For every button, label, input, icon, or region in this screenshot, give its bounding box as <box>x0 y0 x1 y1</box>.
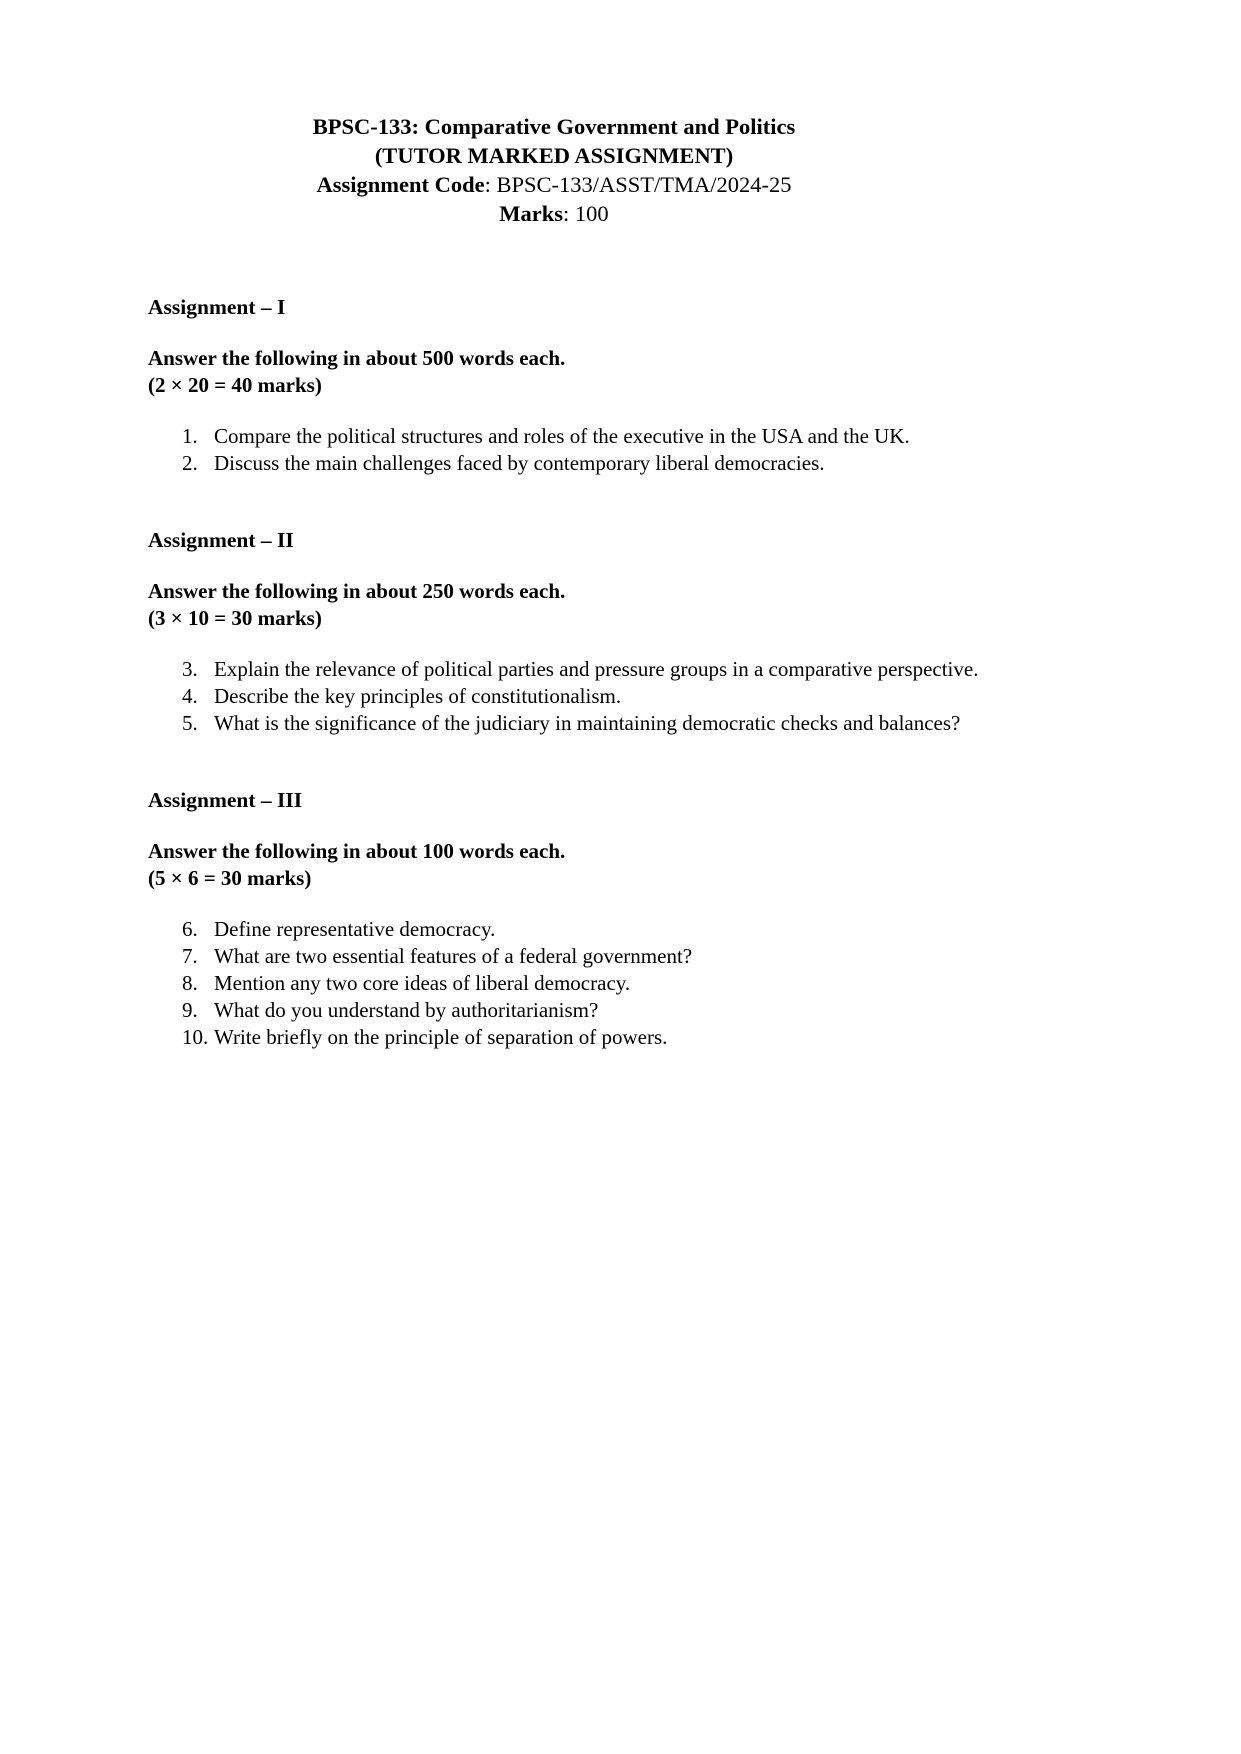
section-heading: Assignment – II <box>148 528 294 552</box>
question-text: What do you understand by authoritarianism? <box>214 998 599 1022</box>
question-number: 3. <box>182 657 198 681</box>
section-marks: (5 × 6 = 30 marks) <box>148 866 312 890</box>
assignment-section-1 <box>148 294 1241 477</box>
question-item <box>182 710 994 737</box>
document-title: BPSC-133: Comparative Government and Politics <box>312 114 796 139</box>
document-header <box>148 112 960 228</box>
section-instruction: Answer the following in about 100 words each. <box>148 839 566 863</box>
question-item <box>182 916 994 943</box>
question-number: 7. <box>182 944 198 968</box>
assignment-code-line <box>148 170 960 199</box>
question-list <box>148 423 994 477</box>
question-text: Define representative democracy. <box>214 917 496 941</box>
question-item <box>182 683 994 710</box>
question-item <box>182 943 994 970</box>
marks-value: : 100 <box>563 201 609 226</box>
marks-label: Marks <box>499 201 564 226</box>
section-instruction: Answer the following in about 250 words each. <box>148 579 566 603</box>
question-number: 6. <box>182 917 198 941</box>
question-number: 4. <box>182 684 198 708</box>
question-number: 5. <box>182 711 198 735</box>
question-item <box>182 656 994 683</box>
question-item <box>182 970 994 997</box>
assignment-section-3 <box>148 787 1241 1051</box>
section-heading: Assignment – I <box>148 295 286 319</box>
assignment-section-2 <box>148 527 1241 737</box>
question-item <box>182 1024 994 1051</box>
assignment-code-label: Assignment Code <box>316 172 485 197</box>
section-instruction: Answer the following in about 500 words each. <box>148 346 566 370</box>
question-text: Compare the political structures and roles of the executive in the USA and the UK. <box>214 424 910 448</box>
question-text: Explain the relevance of political parties and pressure groups in a comparative perspective. <box>214 657 979 681</box>
question-number: 2. <box>182 451 198 475</box>
question-text: Discuss the main challenges faced by contemporary liberal democracies. <box>214 451 825 475</box>
question-text: What are two essential features of a federal government? <box>214 944 693 968</box>
assignment-code-value: : BPSC-133/ASST/TMA/2024-25 <box>484 172 792 197</box>
question-number: 1. <box>182 424 198 448</box>
section-heading: Assignment – III <box>148 788 303 812</box>
question-text: What is the significance of the judiciary in maintaining democratic checks and balances? <box>214 711 961 735</box>
question-text: Describe the key principles of constitutionalism. <box>214 684 622 708</box>
section-marks: (3 × 10 = 30 marks) <box>148 606 322 630</box>
question-number: 8. <box>182 971 198 995</box>
question-item <box>182 423 994 450</box>
question-item <box>182 450 994 477</box>
question-text: Write briefly on the principle of separation of powers. <box>214 1025 668 1049</box>
question-list <box>148 656 994 737</box>
question-text: Mention any two core ideas of liberal democracy. <box>214 971 631 995</box>
question-number: 9. <box>182 998 198 1022</box>
marks-line <box>148 199 960 228</box>
section-marks: (2 × 20 = 40 marks) <box>148 373 322 397</box>
question-number: 10. <box>182 1025 209 1049</box>
document-subtitle: (TUTOR MARKED ASSIGNMENT) <box>374 143 734 168</box>
question-list <box>148 916 994 1051</box>
question-item <box>182 997 994 1024</box>
